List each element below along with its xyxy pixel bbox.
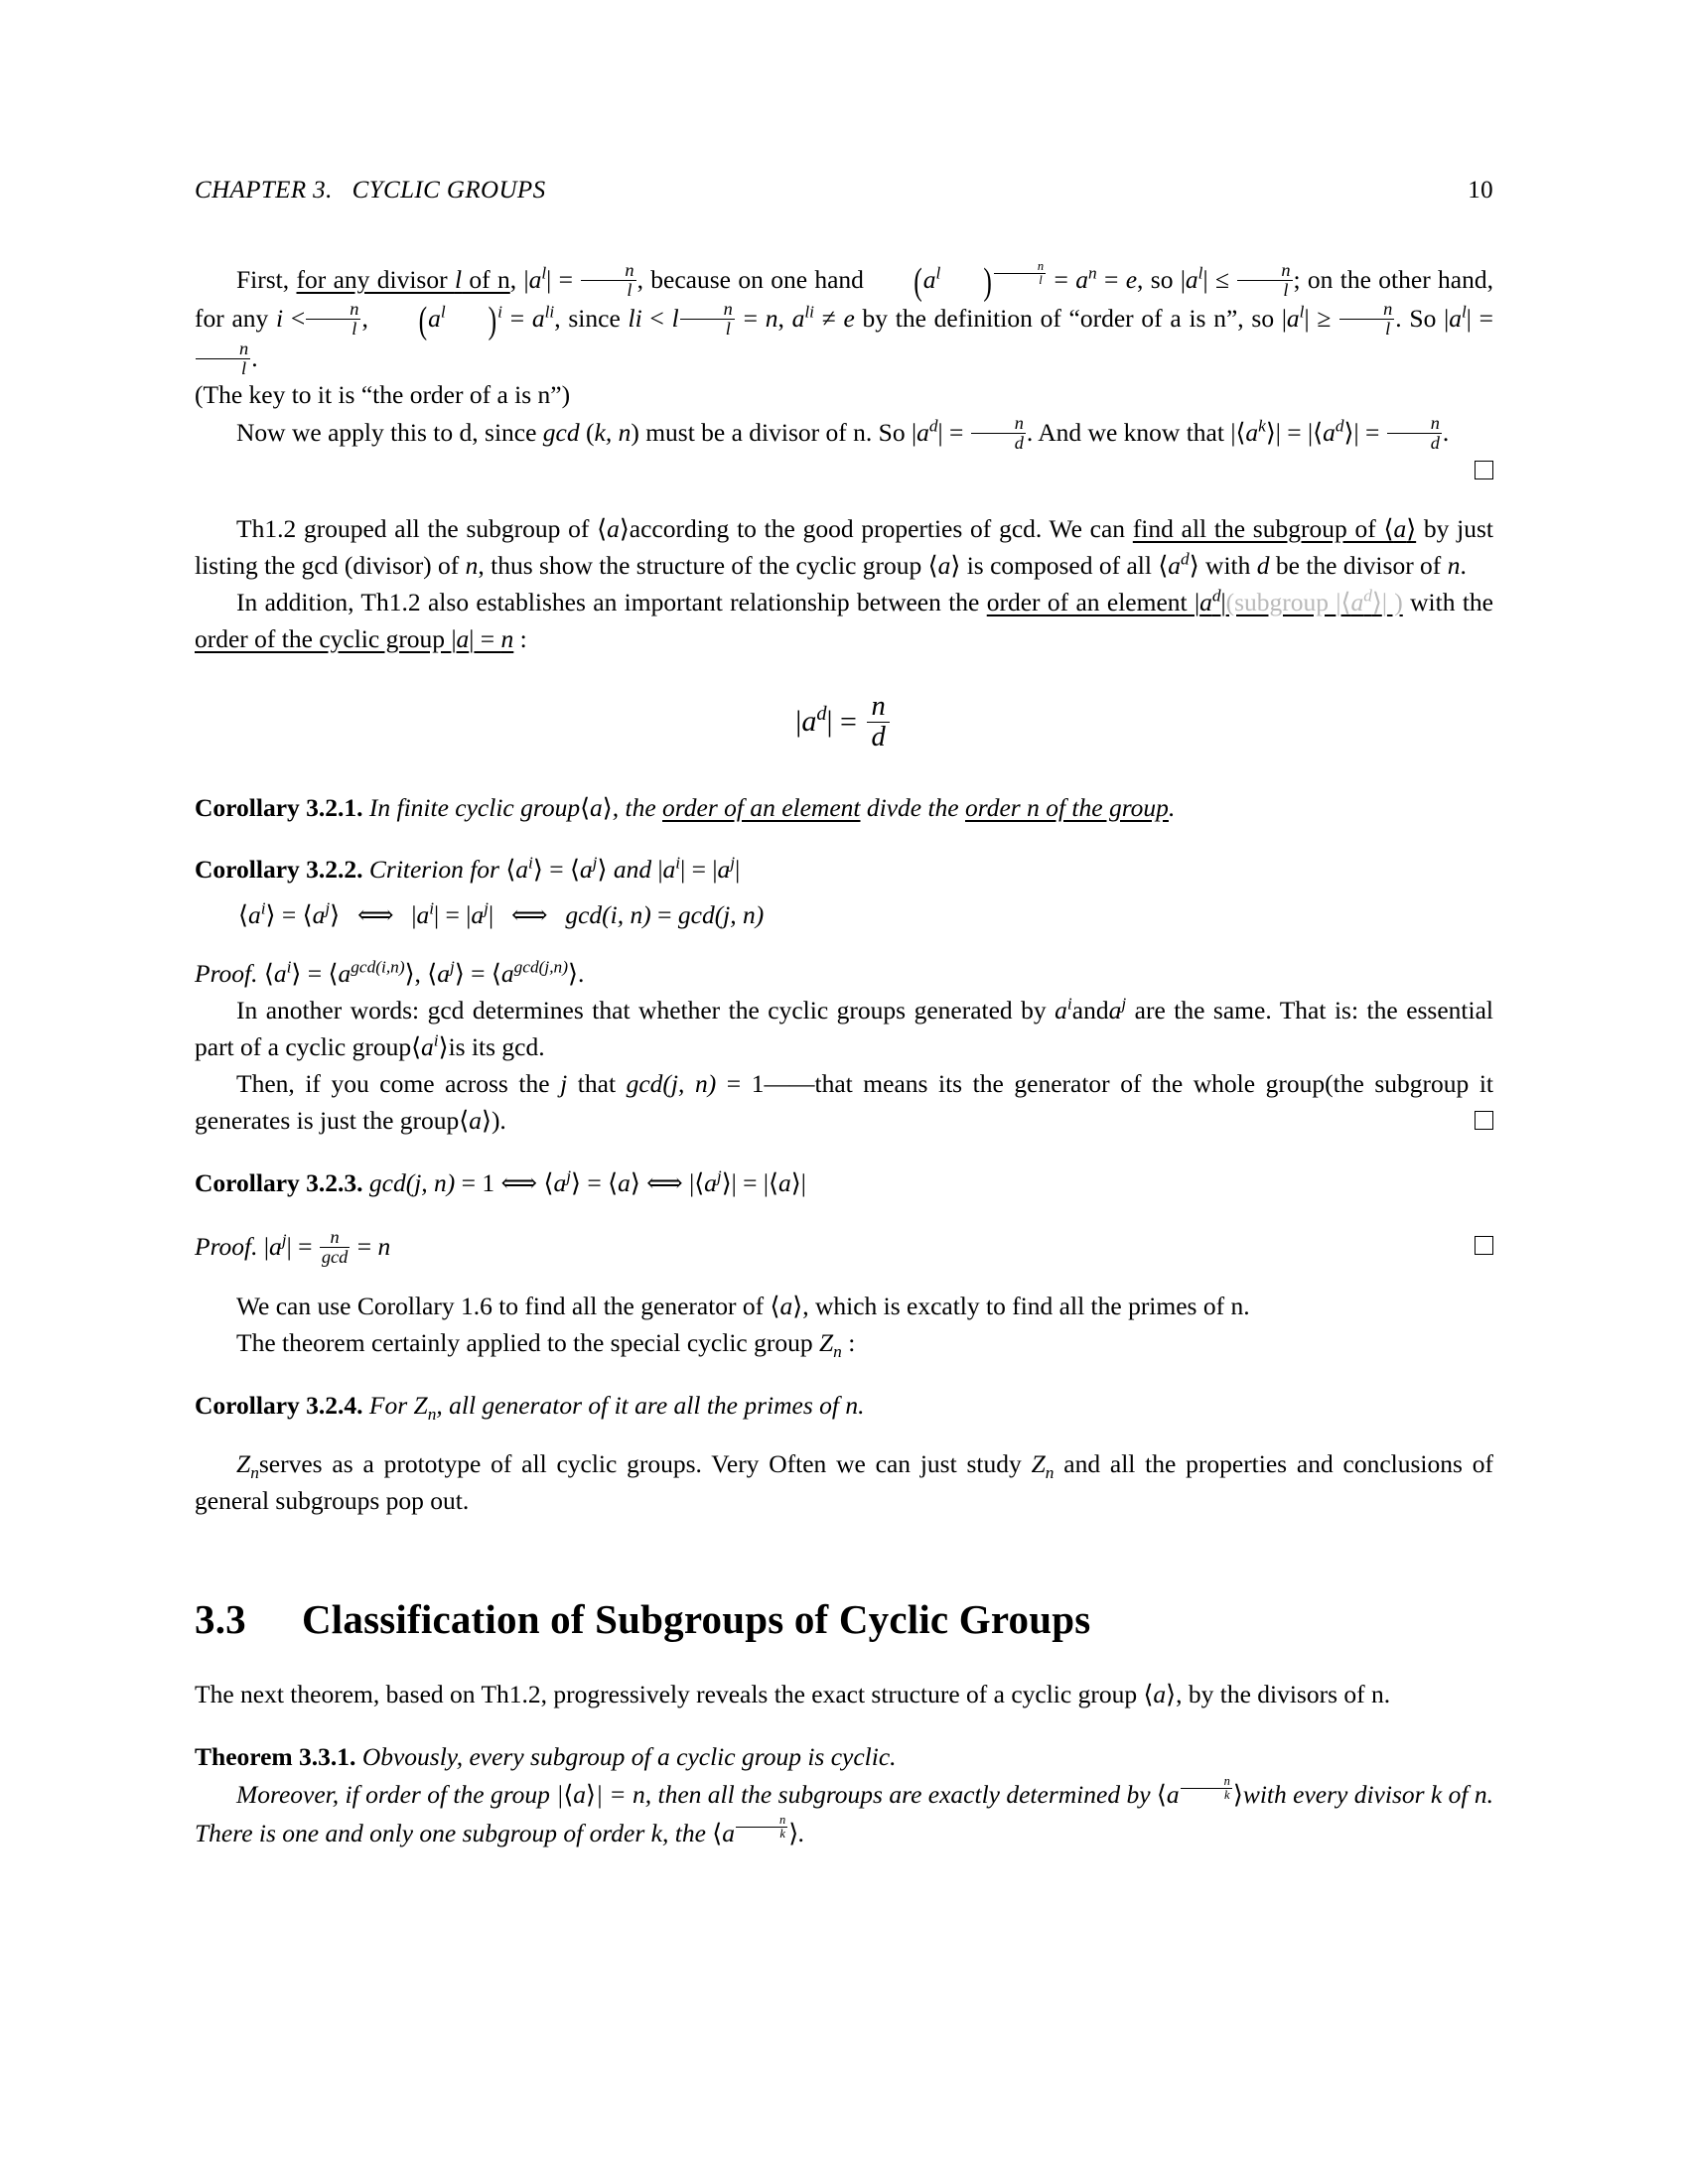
corollary-3-2-2-equation: $⟨a^i⟩$ = $⟨a^j⟩$ ⟺ $|a^i| = |a^j|$ ⟺ gcd(i, n) = gcd(j, n) [238,898,765,930]
proof-3-2-2: Proof. $⟨a^i⟩$ = $⟨a^{gcd(i,n)}⟩$, $⟨a^j⟩$ = $⟨a^{gcd(j,n)}⟩$. [195,957,585,989]
theorem-3-3-1-line2: Moreover, if order of the group |⟨a⟩| = n, then all the subgroups are exactly determined by ⟨a $^{\frac{n}{k}}$ ⟩with every divisor k of n. There is one and only one subgroup of order k, the ⟨a $^{\frac{n}{k}}$ ⟩. [195,1774,1493,1848]
paragraph-zn-prototype: $Z_nserves$ as a prototype of all cyclic groups. Very Often we can just study $Z_n$ and all the properties and conclusions of general subgroups pop out. [195,1448,1493,1515]
proof-3-2-3: Proof. $|a^j|$ = $\frac{n}{\gcd}$ = n [195,1228,1493,1266]
corollary-3-2-1 [195,790,1493,827]
theorem-3-3-1-head: Theorem 3.3.1. [195,1741,356,1771]
corollary-3-2-4-statement: For $Z_n$, all generator of it are all the primes of n. [368,1390,865,1424]
section-title: Classification of Subgroups of Cyclic Groups [302,1595,1091,1642]
paragraph-in-addition: In addition, Th1.2 also establishes an important relationship between the order of an element $|a^d|(subgroup$ $|⟨a^d⟩|$ ) with the order of the cyclic group |a| = n : [195,586,1493,653]
paragraph-theorem-applied-zn: The theorem certainly applied to the special cyclic group $Z_n$ : [236,1327,856,1361]
underline-find-all-subgroup: find all the subgroup of ⟨a⟩ [1132,513,1417,543]
qed-symbol-proof-2 [1433,1103,1493,1140]
paragraph-use-corollary-16: We can use Corollary 1.6 to find all the generator of ⟨a⟩, which is excatly to find all the primes of n. [236,1291,1250,1320]
qed-symbol-proof-3 [1475,1228,1493,1265]
underline-order-element-c321: order of an element [662,792,861,822]
section-number: 3.3 [195,1595,246,1642]
corollary-3-2-2-head: Corollary 3.2.2. [195,855,363,885]
corollary-3-2-2-statement: Criterion for $⟨a^i⟩$ = $⟨a^j⟩$ and $|a^i| = |a^j|$ [368,853,741,885]
corollary-3-2-3-head: Corollary 3.2.3. [195,1168,363,1198]
proof-label: Proof. [195,959,258,989]
underline-order-of-element: order of an element $|a^d|(subgroup$ $|⟨a^d⟩|$ ) [986,586,1403,616]
paragraph-first-divisor: First, for any divisor l of n, $|a^l|$ = $\frac{n}{l}$ , because on one hand ($a^l$ ) $^{\frac{n}{l}}$ = $a^n = e$, so $|a^l|$ ≤ $\frac{n}{l}$ ; on the other hand, for any i < $\frac{n}{l}$ , ($a^l$ )$^i = a^{li}$, since li < l $\frac{n}{l}$ = n, $a^{li} \ne e$ by the definition of “order of a is n”, so $|a^l|$ ≥ $\frac{n}{l}$ . So $|a^l|$ = $\frac{n}{l}$ . [195,258,1493,378]
chapter-title: CHAPTER 3. CYCLIC GROUPS [195,177,546,204]
underline-order-n-group-c321: order n of the group [965,792,1169,822]
theorem-3-3-1 [195,1739,1493,1853]
proof-label-2: Proof. [195,1232,258,1262]
page-number: 10 [1468,177,1493,204]
corollary-3-2-3-statement: gcd(j, n) = 1 ⟺ $⟨a^j⟩$ = ⟨a⟩ ⟺ $|⟨a^j⟩|$ = |⟨a⟩| [368,1166,806,1198]
paragraph-then-if-you: Then, if you come across the j that gcd(j, n) = 1——that means its the generator of the whole group(the subgroup it generates is just the group⟨a⟩). [195,1066,1493,1140]
display-equation-order: $|a^d|$ = $\frac{n}{d}$ [195,692,1493,752]
paragraph-apply-to-d: Now we apply this to d, since gcd (k, n) must be a divisor of n. So $|a^d|$ = $\frac{n}{d}$ . And we know that $|⟨a^k⟩|$ = $|⟨a^d⟩|$ = $\frac{n}{d}$ . [195,414,1493,452]
underline-order-of-cyclic-group: order of the cyclic group |a| = n [195,623,514,653]
corollary-3-2-2 [195,852,1493,888]
paragraph-th12-grouped: Th1.2 grouped all the subgroup of ⟨a⟩according to the good properties of gcd. We can find all the subgroup of ⟨a⟩ by just listing the gcd (divisor) of n, thus show the structure of the cyclic group ⟨a⟩ is composed of all $⟨a^d⟩$ with d be the divisor of n. [195,513,1494,580]
corollary-3-2-4-head: Corollary 3.2.4. [195,1390,363,1420]
corollary-3-2-4 [195,1388,1493,1425]
paragraph-in-another-words: In another words: gcd determines that whether the cyclic groups generated by $a^ianda^j$ are the same. That is: the essential part of a cyclic $group⟨a^i⟩is$ its gcd. [195,994,1493,1062]
corollary-3-2-1-statement: In finite cyclic group⟨a⟩, the order of an element divde the order n of the group. [368,792,1176,822]
paragraph-key-note: (The key to it is “the order of a is n”) [195,380,571,410]
corollary-3-2-1-head: Corollary 3.2.1. [195,792,363,822]
qed-symbol-proof-1 [1433,453,1493,489]
section-heading-3-3 [195,1595,1493,1643]
theorem-3-3-1-line1: Obvously, every subgroup of a cyclic group is cyclic. [361,1741,897,1771]
corollary-3-2-3 [195,1165,1493,1202]
running-header [195,177,1493,205]
page-content [195,177,1493,1852]
paragraph-next-theorem: The next theorem, based on Th1.2, progressively reveals the exact structure of a cyclic group ⟨a⟩, by the divisors of n. [195,1679,1391,1708]
underline-any-divisor: for any divisor l of n [296,264,510,294]
